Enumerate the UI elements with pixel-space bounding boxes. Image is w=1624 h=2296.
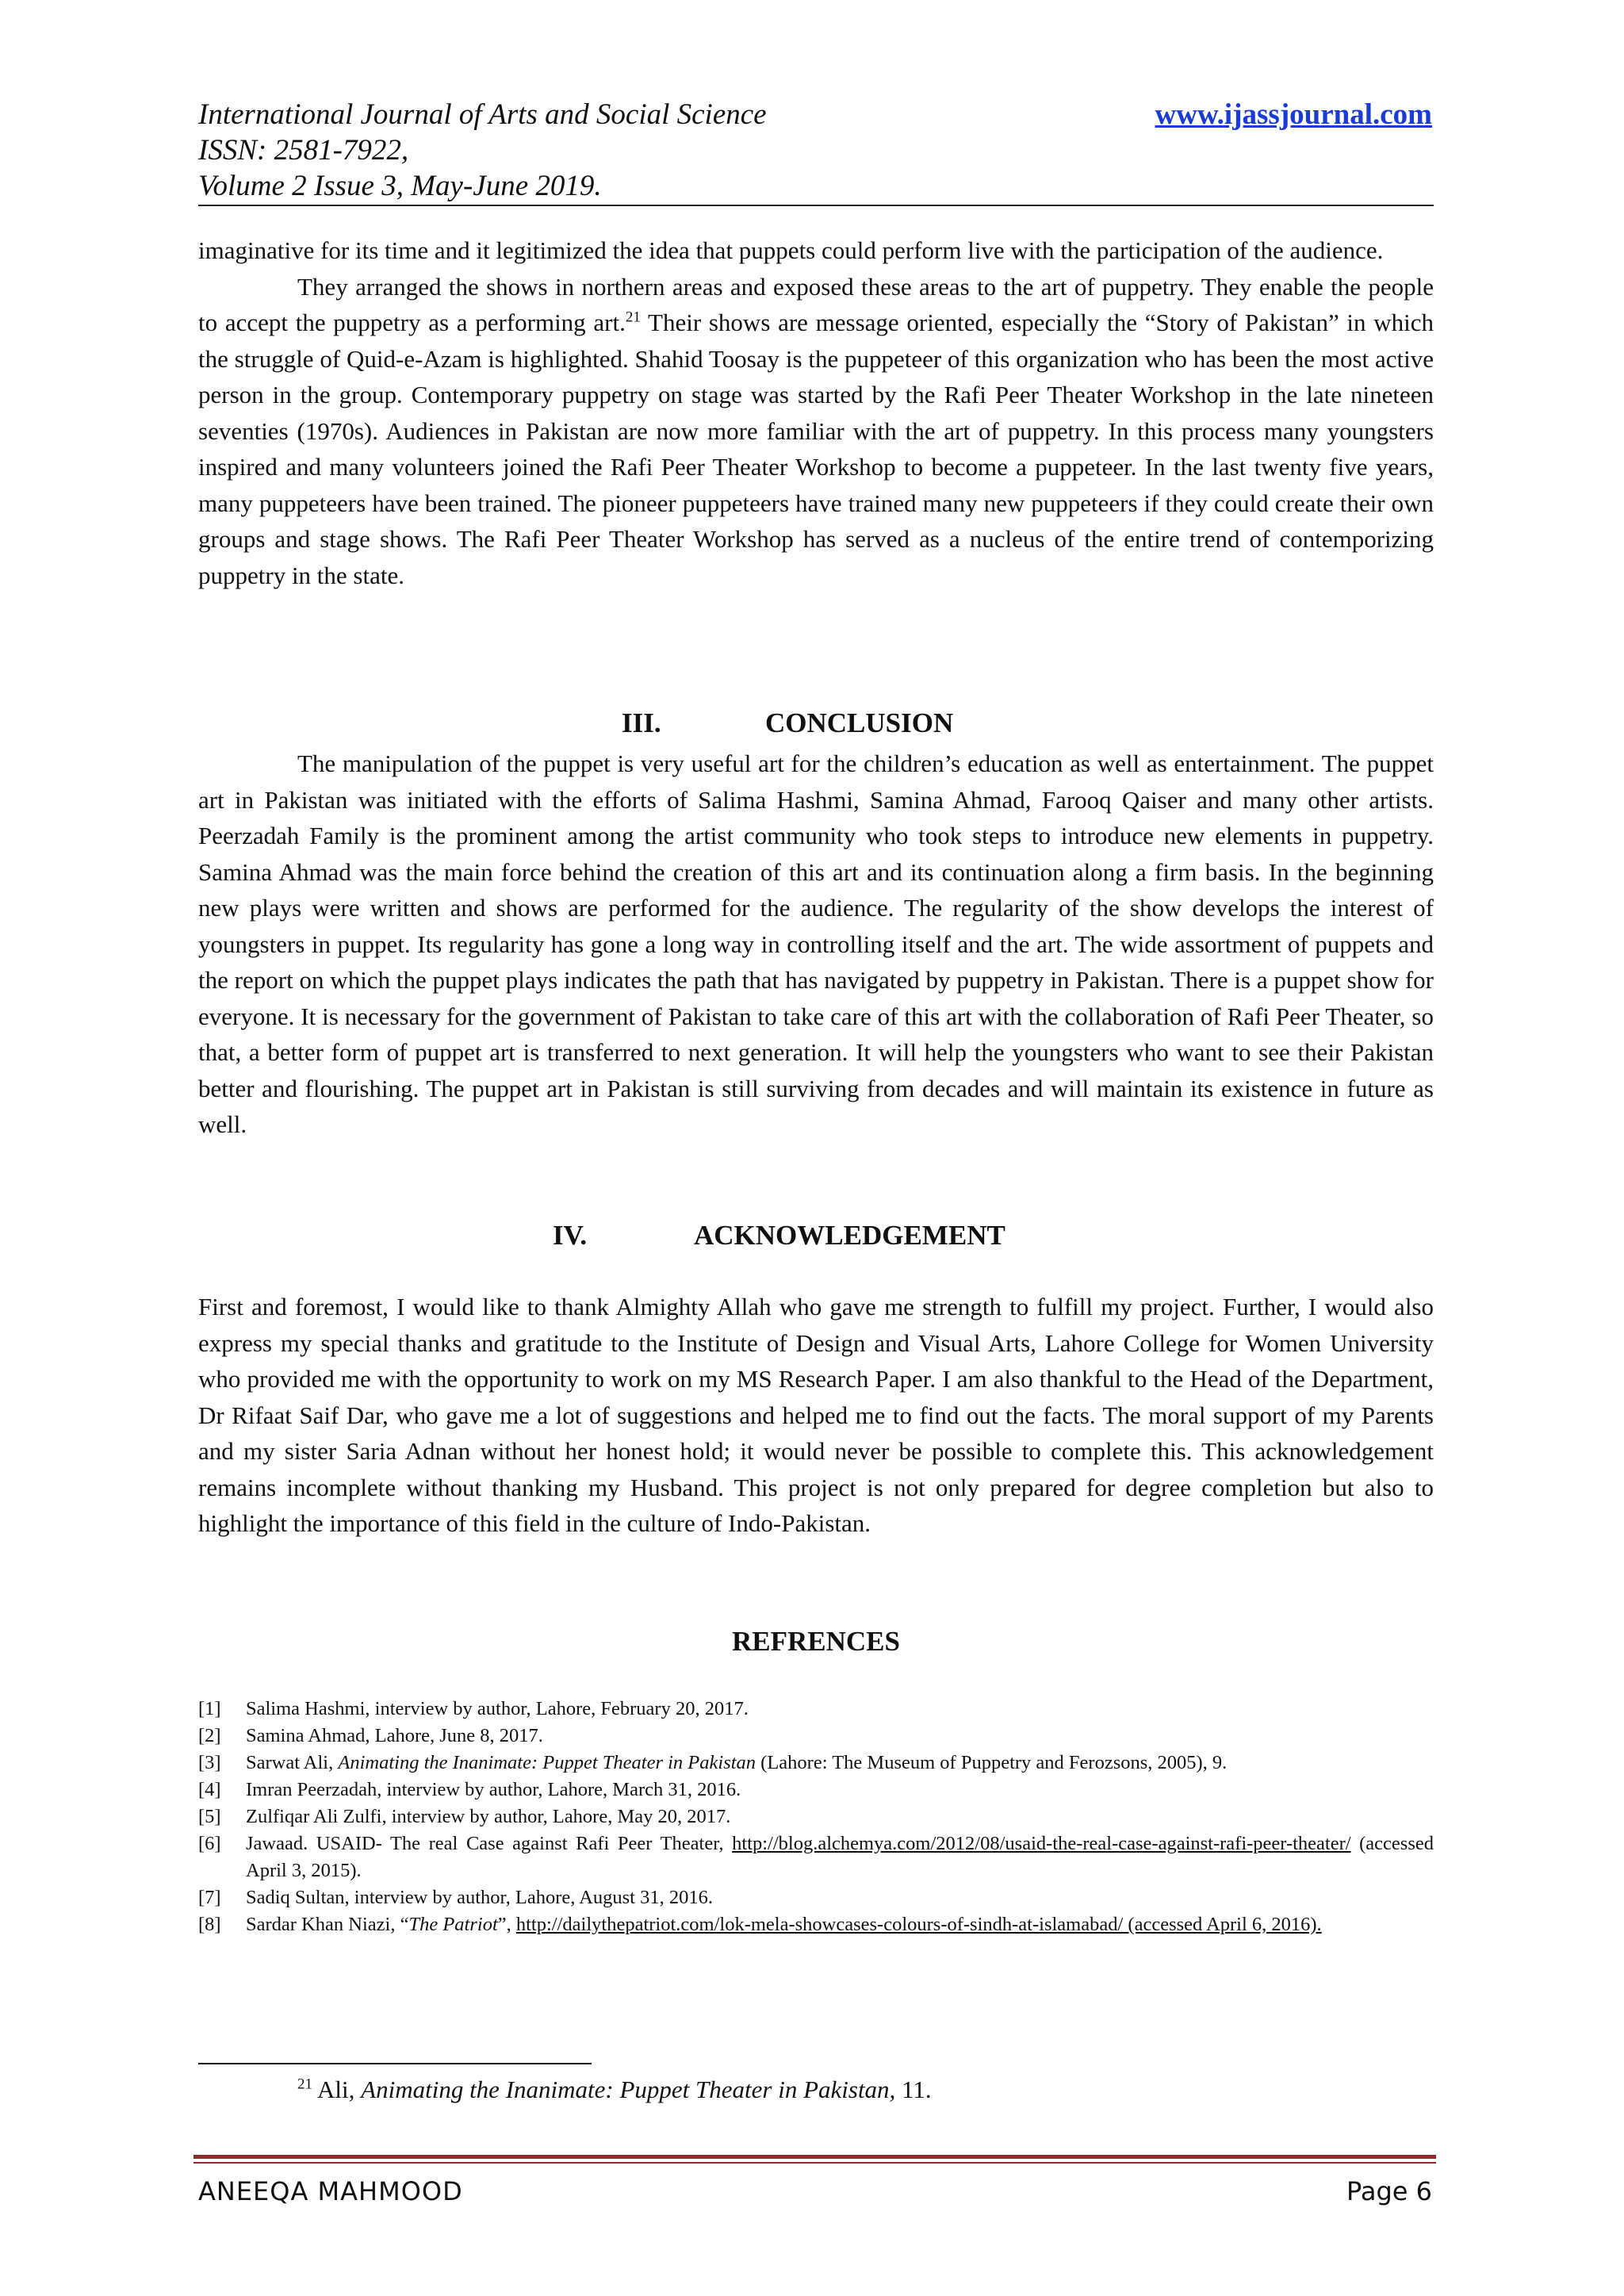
reference-text: Salima Hashmi, interview by author, Lahore, February 20, 2017. (246, 1698, 749, 1719)
header-divider (198, 205, 1434, 206)
reference-url-link[interactable]: http://dailythepatriot.com/lok-mela-showcases-colours-of-sindh-at-islamabad/ (accessed April 6, 2016). (515, 1914, 1322, 1935)
reference-item (198, 1911, 1434, 1938)
journal-volume: Volume 2 Issue 3, May-June 2019. (198, 170, 602, 202)
footnote-marker-21[interactable]: 21 (625, 309, 641, 326)
reference-number: [7] (198, 1887, 221, 1908)
conclusion-paragraph: The manipulation of the puppet is very useful art for the children’s education as well as entertainment. The puppet art in Pakistan was initiated with the efforts of Salima Hashmi, Samina Ahmad, Farooq Qaiser and many other artists. Peerzadah Family is the prominent among the artist community who took steps to introduce new elements in puppetry. Samina Ahmad was the main force behind the creation of this art and its continuation along a firm basis. In the beginning new plays were written and shows are performed for the audience. The regularity of the show develops the interest of youngsters in puppet. Its regularity has gone a long way in controlling itself and the art. The wide assortment of puppets and the report on which the puppet plays indicates the path that has navigated by puppetry in Pakistan. There is a puppet show for everyone. It is necessary for the government of Pakistan to take care of this art with the collaboration of Rafi Peer Theater, so that, a better form of puppet art is transferred to next generation. It will help the youngsters who want to see their Pakistan better and flourishing. The puppet art in Pakistan is still surviving from decades and will maintain its existence in future as well. (198, 749, 1434, 1138)
reference-text: Sadiq Sultan, interview by author, Lahore, August 31, 2016. (246, 1887, 713, 1908)
reference-text: Samina Ahmad, Lahore, June 8, 2017. (246, 1725, 543, 1746)
reference-number: [4] (198, 1779, 221, 1800)
reference-text (246, 1750, 1434, 1777)
reference-separator: ”, (497, 1914, 516, 1935)
reference-text (246, 1830, 1434, 1884)
references-list (198, 1696, 1434, 1938)
footer-author: ANEEQA MAHMOOD (198, 2176, 463, 2206)
acknowledgement-number: IV. (553, 1220, 588, 1251)
footer-divider-thick (193, 2155, 1436, 2159)
journal-issn: ISSN: 2581-7922, (198, 134, 409, 167)
intro-paragraph-2-text-b: Their shows are message oriented, especially the “Story of Pakistan” in which the struggle of Quid-e-Azam is highlighted. Shahid Toosay is the puppeteer of this organization who has been the most active person in the group. Contemporary puppetry on stage was started by the Rafi Peer Theater Workshop in the late nineteen seventies (1970s). Audiences in Pakistan are now more familiar with the art of puppetry. In this process many youngsters inspired and many volunteers joined the Rafi Peer Theater Workshop to become a puppeteer. In the last twenty five years, many puppeteers have been trained. The pioneer puppeteers have trained many new puppeteers if they could create their own groups and stage shows. The Rafi Peer Theater Workshop has served as a nucleus of the entire trend of contemporizing puppetry in the state. (198, 309, 1434, 589)
conclusion-title: CONCLUSION (765, 707, 954, 738)
footnote-author: Ali, (312, 2076, 362, 2103)
reference-newspaper-title: The Patriot (408, 1914, 498, 1935)
reference-number: [5] (198, 1806, 221, 1827)
acknowledgement-section (198, 1289, 1434, 1542)
reference-item (198, 1803, 1434, 1830)
intro-paragraph-2-text-a: They arranged the shows in northern areas and exposed these areas to the art of puppetry. They enable the people to accept the puppetry as a performing art. (198, 272, 1434, 336)
reference-item (198, 1830, 1434, 1884)
reference-item (198, 1696, 1434, 1723)
reference-text: Zulfiqar Ali Zulfi, interview by author, Lahore, May 20, 2017. (246, 1806, 731, 1827)
reference-text: Imran Peerzadah, interview by author, Lahore, March 31, 2016. (246, 1779, 741, 1800)
intro-paragraph-1: imaginative for its time and it legitimized the idea that puppets could perform live with the participation of the audience. (198, 236, 1384, 264)
footnote-page: 11. (895, 2076, 932, 2103)
footnote-divider (198, 2063, 592, 2064)
reference-item (198, 1750, 1434, 1777)
reference-item (198, 1777, 1434, 1803)
footer-page-number: Page 6 (1346, 2176, 1432, 2206)
reference-number: [8] (198, 1914, 221, 1935)
reference-number: [2] (198, 1725, 221, 1746)
footnote-number: 21 (297, 2076, 312, 2093)
conclusion-section (198, 746, 1434, 1143)
reference-publisher: (Lahore: The Museum of Puppetry and Ferozsons, 2005), 9. (756, 1752, 1228, 1773)
footnote-book-title: Animating the Inanimate: Puppet Theater in Pakistan, (361, 2076, 896, 2103)
reference-number: [3] (198, 1752, 221, 1773)
reference-accessed: (accessed April 3, 2015). (246, 1833, 1434, 1881)
acknowledgement-title: ACKNOWLEDGEMENT (694, 1220, 1005, 1251)
reference-source: Jawaad. USAID- The real Case against Rafi Peer Theater, (246, 1833, 733, 1854)
reference-number: [6] (198, 1833, 221, 1854)
reference-url-link[interactable]: http://blog.alchemya.com/2012/08/usaid-the-real-case-against-rafi-peer-theater/ (732, 1833, 1351, 1854)
references-heading: REFRENCES (732, 1626, 900, 1657)
reference-number: [1] (198, 1698, 221, 1719)
acknowledgement-paragraph: First and foremost, I would like to thank Almighty Allah who gave me strength to fulfill my project. Further, I would also express my special thanks and gratitude to the Institute of Design and Visual Arts, Lahore College for Women University who provided me with the opportunity to work on my MS Research Paper. I am also thankful to the Head of the Department, Dr Rifaat Saif Dar, who gave me a lot of suggestions and helped me to find out the facts. The moral support of my Parents and my sister Saria Adnan without her honest hold; it would never be possible to complete this. This acknowledgement remains incomplete without thanking my Husband. This project is not only prepared for degree completion but also to highlight the importance of this field in the culture of Indo-Pakistan. (198, 1293, 1434, 1537)
reference-text (246, 1911, 1434, 1938)
journal-url-link[interactable]: www.ijassjournal.com (1155, 98, 1432, 131)
reference-author: Sardar Khan Niazi, “ (246, 1914, 409, 1935)
reference-author: Sarwat Ali, (246, 1752, 339, 1773)
conclusion-number: III. (622, 707, 661, 738)
intro-paragraph-2 (198, 269, 1434, 594)
reference-book-title: Animating the Inanimate: Puppet Theater in Pakistan (338, 1752, 756, 1773)
intro-section (198, 232, 1434, 593)
footer-divider-thin (193, 2162, 1436, 2164)
footnote (297, 2070, 932, 2110)
running-header (198, 97, 1432, 204)
reference-item (198, 1884, 1434, 1911)
reference-item (198, 1723, 1434, 1750)
journal-title: International Journal of Arts and Social Science (198, 98, 767, 131)
